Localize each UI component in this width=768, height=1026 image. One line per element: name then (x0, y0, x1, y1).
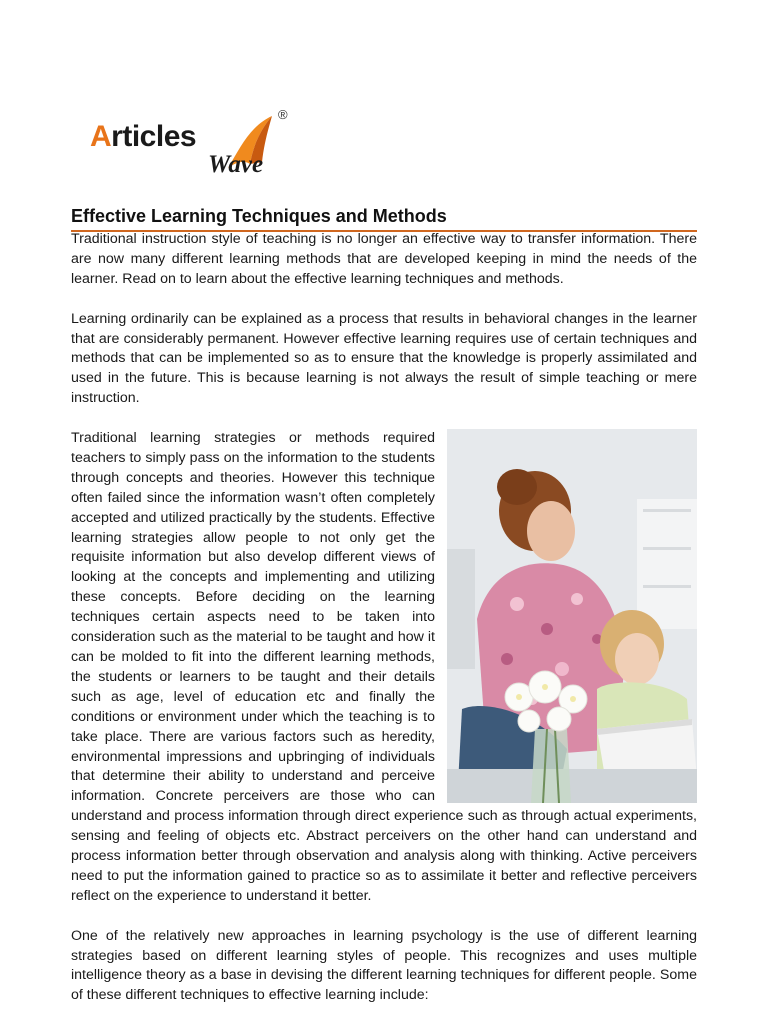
paragraph-intro: Traditional instruction style of teaching is no longer an effective way to transfer information. There are now many different learning methods that are developed keeping in mind the needs of the learner. Read on to learn about the effective learning techniques and methods. (71, 231, 697, 287)
paragraph-strategies: Traditional learning strategies or methods required teachers to simply pass on the information to the students through concepts and theories. However this technique often failed since the information wasn’t often completely accepted and utilized practically by the students. Effective learning strategies allow people to not only get the requisite information but also develop different views of looking at the concepts and implementing and utilizing these concepts. Before deciding on the learning techniques certain aspects need to be taken into consideration such as the material to be taught and how it can be molded to fit into the different learning methods, the students or learners to be taught and their details such as age, level of education etc and finally the conditions or environment under which the teaching is to take place. There are various factors such as heredity, environmental impressions and upbringing of individuals that determine their ability to understand and perceive information. Concrete perceivers are those who can understand and process information through direct experience such as through actual experiments, sensing and feeling of objects etc. Abstract perceivers on the other hand can understand and process information better through observation and analysis along with thinking. Active perceivers need to put the information gained to practice so as to assimilate it better and reflective perceivers reflect on the experience to understand it better. (71, 430, 697, 904)
paragraph-approaches: One of the relatively new approaches in learning psychology is the use of different learning strategies based on different learning styles of people. This recognizes and uses multiple intelligence theory as a base in devising the different learning techniques for different people. Some of these different techniques to effective learning include: (71, 927, 697, 1004)
paragraph-definition: Learning ordinarily can be explained as a process that results in behavioral changes in the learner that are considerably permanent. However effective learning requires use of certain techniques and methods that can be implemented so as to ensure that the knowledge is properly assimilated and used in the future. This is because learning is not always the result of simple teaching or mere instruction. (71, 310, 697, 407)
registered-mark: ® (278, 107, 288, 122)
logo-wordmark: Articles (90, 120, 197, 153)
teacher-student-photo (447, 429, 697, 803)
articleswave-logo (90, 108, 300, 183)
logo-script-text: Wave (208, 151, 264, 178)
article-body (71, 230, 697, 1026)
article-title: Effective Learning Techniques and Methods (71, 204, 697, 232)
